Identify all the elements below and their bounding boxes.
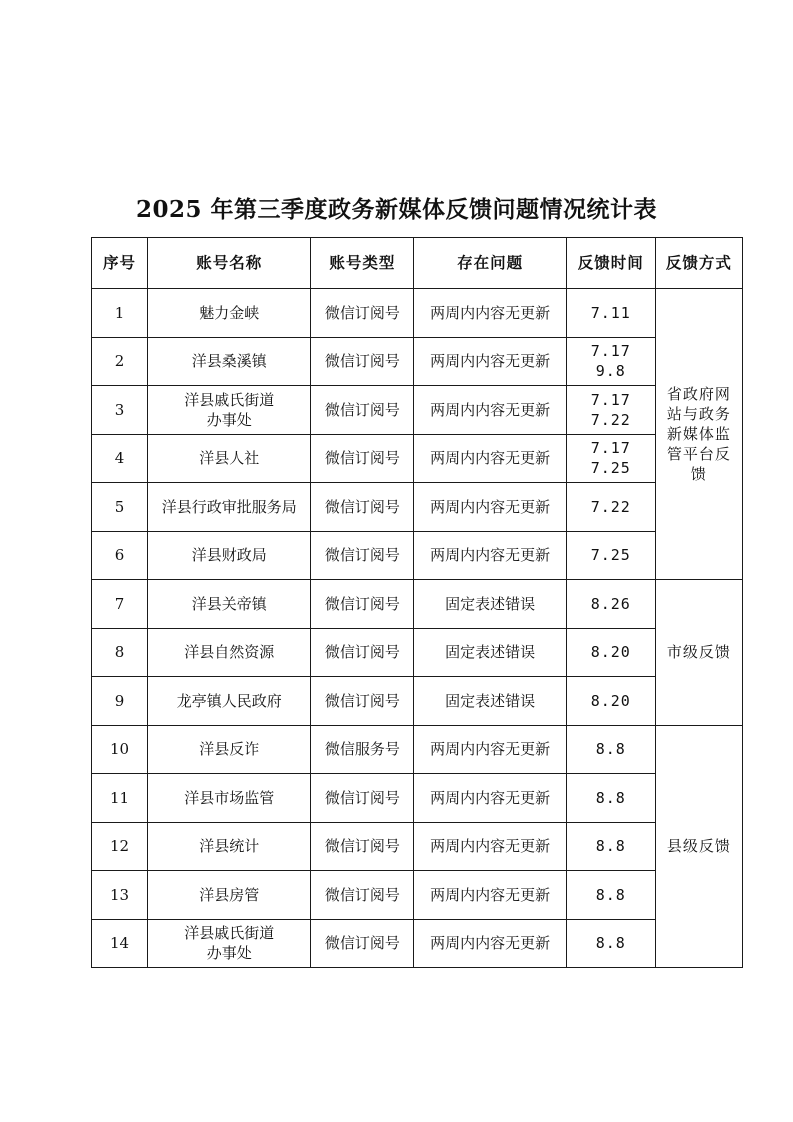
cell-account-type: 微信订阅号 xyxy=(311,531,414,580)
cell-account-type: 微信订阅号 xyxy=(311,337,414,386)
table-row xyxy=(92,289,743,338)
table-row xyxy=(92,919,743,968)
cell-account-name xyxy=(148,483,311,532)
account-name-line: 办事处 xyxy=(206,944,252,963)
cell-issue: 固定表述错误 xyxy=(414,580,566,629)
account-name-line: 洋县统计 xyxy=(199,837,260,856)
table-row xyxy=(92,822,743,871)
table-row xyxy=(92,628,743,677)
feedback-stats-table xyxy=(91,237,743,968)
cell-account-name xyxy=(148,337,311,386)
feedback-time-line: 7.17 xyxy=(590,439,631,458)
header-issue: 存在问题 xyxy=(414,238,566,289)
cell-seq: 6 xyxy=(92,531,148,580)
table-row xyxy=(92,677,743,726)
cell-issue: 两周内内容无更新 xyxy=(414,337,566,386)
account-name-line: 洋县市场监管 xyxy=(184,788,275,807)
cell-feedback-time xyxy=(566,289,655,338)
cell-feedback-time xyxy=(566,677,655,726)
cell-seq: 12 xyxy=(92,822,148,871)
cell-feedback-method xyxy=(655,725,742,968)
cell-account-name xyxy=(148,386,311,435)
table-row xyxy=(92,434,743,483)
account-name-line: 洋县关帝镇 xyxy=(191,594,267,613)
cell-account-type: 微信订阅号 xyxy=(311,628,414,677)
table-row xyxy=(92,580,743,629)
feedback-method-line: 县级反馈 xyxy=(666,837,731,856)
feedback-time-line: 8.8 xyxy=(595,885,626,904)
cell-account-name xyxy=(148,774,311,823)
cell-feedback-time xyxy=(566,725,655,774)
feedback-time-line: 9.8 xyxy=(595,362,626,381)
account-name-line: 洋县戚氏街道 xyxy=(184,924,275,943)
cell-feedback-time xyxy=(566,774,655,823)
cell-issue: 两周内内容无更新 xyxy=(414,919,566,968)
cell-account-name xyxy=(148,919,311,968)
cell-feedback-time xyxy=(566,386,655,435)
header-seq: 序号 xyxy=(92,238,148,289)
cell-account-type: 微信订阅号 xyxy=(311,919,414,968)
cell-account-type: 微信订阅号 xyxy=(311,774,414,823)
table-row xyxy=(92,337,743,386)
feedback-method-line: 站与政务 xyxy=(666,405,731,423)
cell-account-name xyxy=(148,628,311,677)
feedback-time-line: 8.26 xyxy=(590,594,631,613)
cell-seq: 13 xyxy=(92,871,148,920)
cell-feedback-time xyxy=(566,483,655,532)
cell-account-type: 微信订阅号 xyxy=(311,434,414,483)
feedback-time-line: 7.22 xyxy=(590,497,631,516)
feedback-method-line: 新媒体监 xyxy=(666,425,731,443)
table-row xyxy=(92,483,743,532)
feedback-time-line: 7.17 xyxy=(590,390,631,409)
cell-account-name xyxy=(148,434,311,483)
feedback-time-line: 8.20 xyxy=(590,691,631,710)
cell-issue: 固定表述错误 xyxy=(414,628,566,677)
header-account-name: 账号名称 xyxy=(148,238,311,289)
cell-seq: 4 xyxy=(92,434,148,483)
cell-seq: 1 xyxy=(92,289,148,338)
cell-account-type: 微信订阅号 xyxy=(311,483,414,532)
cell-feedback-time xyxy=(566,531,655,580)
cell-seq: 9 xyxy=(92,677,148,726)
cell-seq: 7 xyxy=(92,580,148,629)
feedback-time-line: 7.11 xyxy=(590,303,631,322)
cell-account-name xyxy=(148,531,311,580)
table-row xyxy=(92,386,743,435)
header-feedback-method: 反馈方式 xyxy=(655,238,742,289)
cell-account-type: 微信服务号 xyxy=(311,725,414,774)
feedback-time-line: 8.8 xyxy=(595,934,626,953)
cell-issue: 两周内内容无更新 xyxy=(414,871,566,920)
cell-seq: 11 xyxy=(92,774,148,823)
feedback-method-line: 省政府网 xyxy=(666,385,731,403)
cell-feedback-time xyxy=(566,919,655,968)
table-row xyxy=(92,725,743,774)
cell-account-type: 微信订阅号 xyxy=(311,289,414,338)
cell-feedback-time xyxy=(566,871,655,920)
cell-feedback-method xyxy=(655,289,742,580)
account-name-line: 洋县财政局 xyxy=(191,546,267,565)
cell-account-type: 微信订阅号 xyxy=(311,871,414,920)
table-row xyxy=(92,531,743,580)
table-row xyxy=(92,774,743,823)
account-name-line: 魅力金峡 xyxy=(199,303,260,322)
feedback-time-line: 7.22 xyxy=(590,410,631,429)
account-name-line: 办事处 xyxy=(206,410,252,429)
cell-account-name xyxy=(148,580,311,629)
cell-account-type: 微信订阅号 xyxy=(311,386,414,435)
cell-issue: 两周内内容无更新 xyxy=(414,774,566,823)
cell-issue: 两周内内容无更新 xyxy=(414,725,566,774)
cell-issue: 两周内内容无更新 xyxy=(414,531,566,580)
feedback-time-line: 7.17 xyxy=(590,342,631,361)
account-name-line: 洋县行政审批服务局 xyxy=(161,497,297,516)
account-name-line: 洋县房管 xyxy=(199,885,260,904)
cell-issue: 两周内内容无更新 xyxy=(414,483,566,532)
cell-seq: 10 xyxy=(92,725,148,774)
cell-seq: 5 xyxy=(92,483,148,532)
cell-issue: 两周内内容无更新 xyxy=(414,434,566,483)
header-account-type: 账号类型 xyxy=(311,238,414,289)
account-name-line: 洋县戚氏街道 xyxy=(184,390,275,409)
header-feedback-time: 反馈时间 xyxy=(566,238,655,289)
cell-account-type: 微信订阅号 xyxy=(311,822,414,871)
feedback-time-line: 8.8 xyxy=(595,837,626,856)
table-header-row xyxy=(92,238,743,289)
cell-issue: 固定表述错误 xyxy=(414,677,566,726)
cell-feedback-time xyxy=(566,337,655,386)
cell-feedback-time xyxy=(566,628,655,677)
cell-seq: 8 xyxy=(92,628,148,677)
cell-feedback-time xyxy=(566,822,655,871)
account-name-line: 洋县反诈 xyxy=(199,740,260,759)
account-name-line: 洋县人社 xyxy=(199,449,260,468)
cell-seq: 3 xyxy=(92,386,148,435)
cell-seq: 2 xyxy=(92,337,148,386)
feedback-time-line: 7.25 xyxy=(590,546,631,565)
page-title: 2025 年第三季度政务新媒体反馈问题情况统计表 xyxy=(135,196,658,223)
cell-feedback-time xyxy=(566,434,655,483)
cell-seq: 14 xyxy=(92,919,148,968)
cell-account-type: 微信订阅号 xyxy=(311,677,414,726)
feedback-time-line: 8.8 xyxy=(595,740,626,759)
feedback-time-line: 8.8 xyxy=(595,788,626,807)
cell-account-name xyxy=(148,725,311,774)
cell-account-type: 微信订阅号 xyxy=(311,580,414,629)
cell-account-name xyxy=(148,871,311,920)
feedback-time-line: 8.20 xyxy=(590,643,631,662)
account-name-line: 洋县自然资源 xyxy=(184,643,275,662)
table-row xyxy=(92,871,743,920)
feedback-time-line: 7.25 xyxy=(590,459,631,478)
feedback-method-line: 管平台反 xyxy=(666,445,731,463)
cell-issue: 两周内内容无更新 xyxy=(414,386,566,435)
cell-feedback-time xyxy=(566,580,655,629)
table-body xyxy=(92,289,743,968)
cell-account-name xyxy=(148,677,311,726)
cell-account-name xyxy=(148,289,311,338)
feedback-method-line: 市级反馈 xyxy=(666,643,731,662)
account-name-line: 龙亭镇人民政府 xyxy=(176,691,282,710)
cell-account-name xyxy=(148,822,311,871)
cell-issue: 两周内内容无更新 xyxy=(414,289,566,338)
cell-feedback-method xyxy=(655,580,742,726)
cell-issue: 两周内内容无更新 xyxy=(414,822,566,871)
feedback-method-line: 馈 xyxy=(690,465,707,483)
account-name-line: 洋县桑溪镇 xyxy=(191,352,267,371)
